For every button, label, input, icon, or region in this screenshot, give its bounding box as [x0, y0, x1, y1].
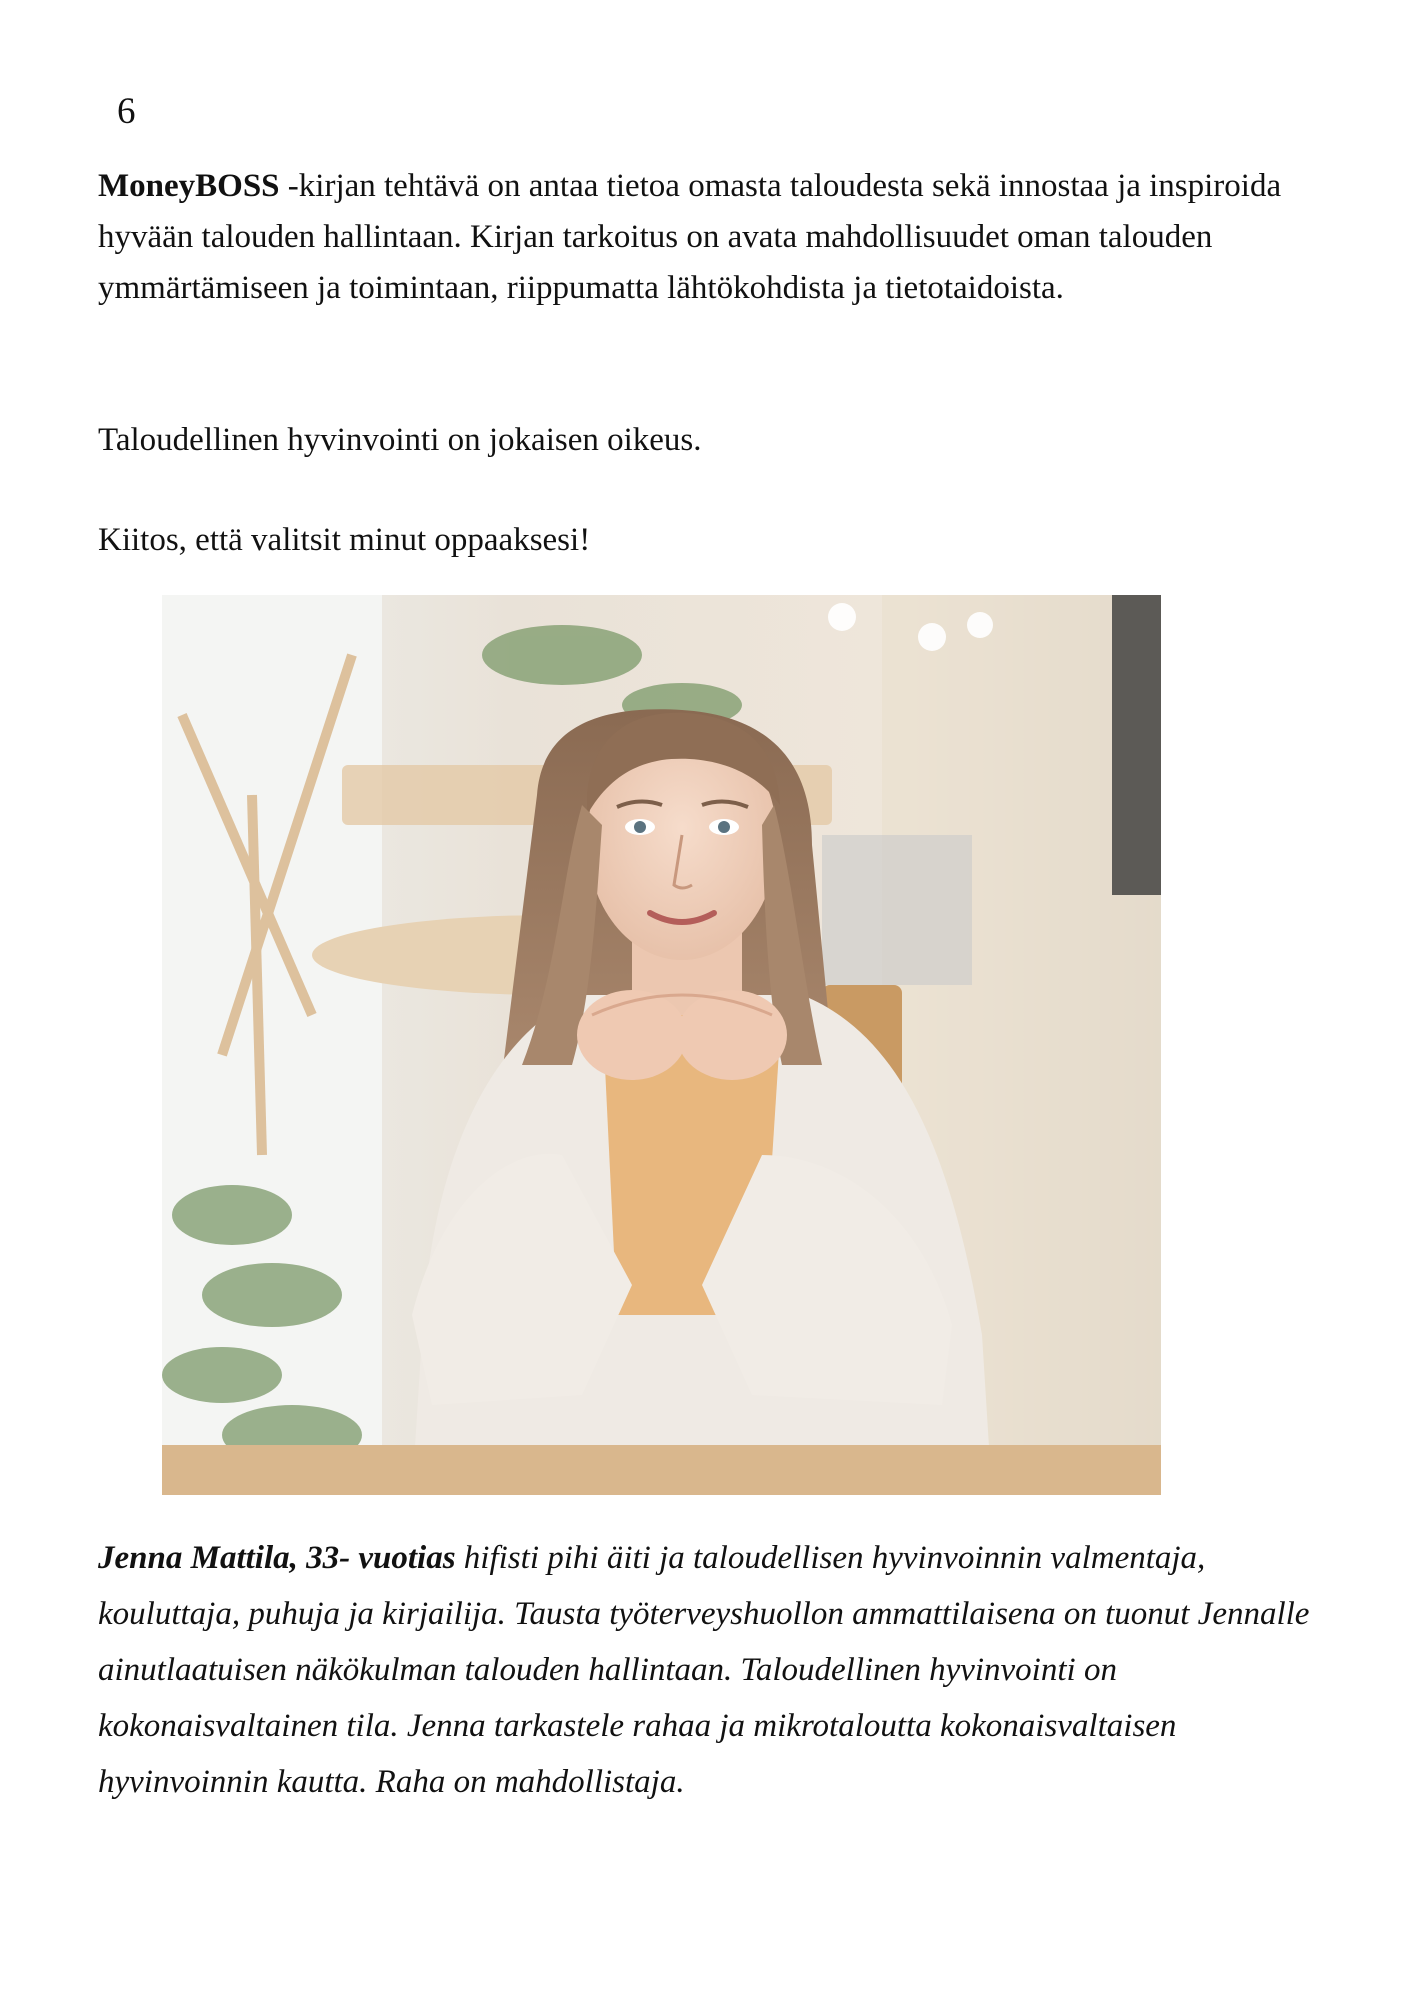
page-number: 6	[117, 91, 136, 132]
wellbeing-statement: Taloudellinen hyvinvointi on jokaisen oikeus.	[98, 422, 702, 458]
author-name-age: Jenna Mattila, 33- vuotias	[98, 1540, 456, 1576]
author-bio-text: hifisti pihi äiti ja taloudellisen hyvinvoinnin valmentaja, kouluttaja, puhuja ja kirjailija. Tausta työterveyshuollon ammattilaisena on tuonut Jennalle ainutlaatuisen näkökulman talouden hallintaan. Taloudellinen hyvinvointi on kokonaisvaltainen tila. Jenna tarkastele rahaa ja mikrotaloutta kokonaisvaltaisen hyvinvoinnin kautta. Raha on mahdollistaja.	[98, 1540, 1310, 1800]
hands	[577, 990, 687, 1080]
author-bio	[98, 1530, 1328, 1810]
intro-paragraph	[98, 161, 1338, 314]
thanks-statement: Kiitos, että valitsit minut oppaaksesi!	[98, 522, 591, 558]
author-photo	[162, 595, 1161, 1495]
brand-name: MoneyBOSS	[98, 168, 280, 204]
table	[162, 1445, 1161, 1495]
intro-text: -kirjan tehtävä on antaa tietoa omasta taloudesta sekä innostaa ja inspiroida hyvään talouden hallintaan. Kirjan tarkoitus on avata mahdollisuudet oman talouden ymmärtämiseen ja toimintaan, riippumatta lähtökohdista ja tietotaidoista.	[98, 168, 1282, 306]
